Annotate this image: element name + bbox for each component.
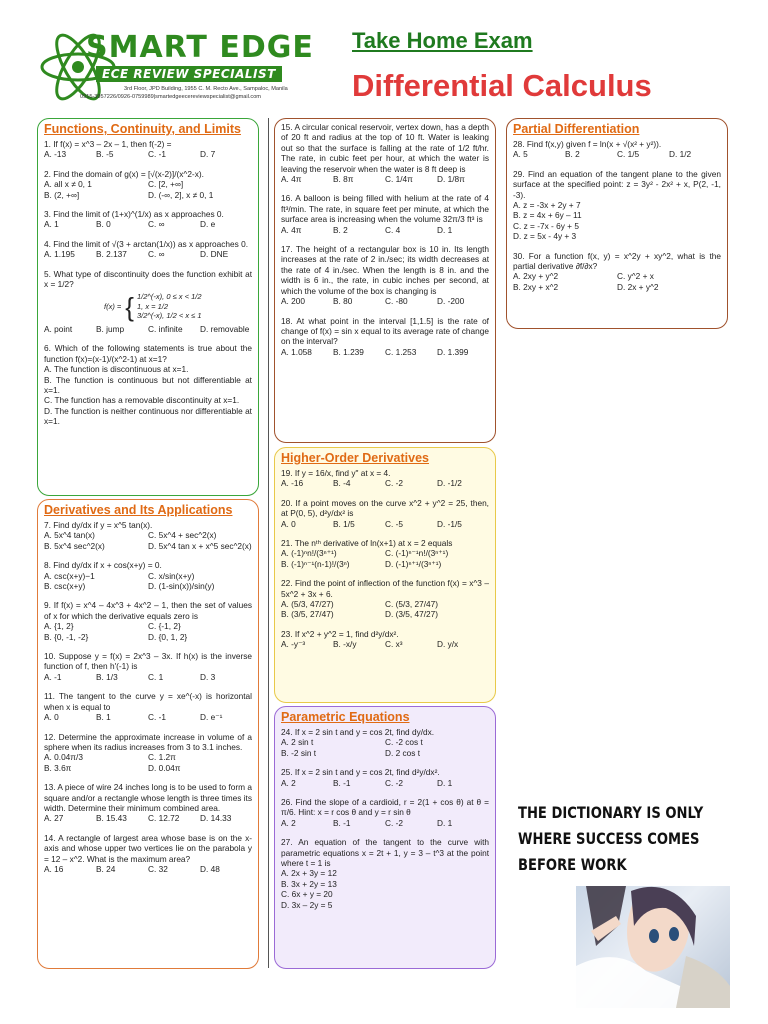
question-23: 23. If x^2 + y^2 = 1, find d²y/dx². A. -y⁻³ B. -x/y C. x³ D. y/x <box>281 629 489 650</box>
option: D. e <box>200 219 216 230</box>
option: B. 2 <box>565 149 580 160</box>
piece-row: 3/2^(-x), 1/2 < x ≤ 1 <box>136 311 202 321</box>
column-divider <box>268 118 269 968</box>
option: D. 5x^4 tan x + x^5 sec^2(x) <box>148 540 252 551</box>
option: C. 32 <box>148 863 168 874</box>
option: C. 1 <box>148 671 164 682</box>
option: B. -5 <box>96 149 114 160</box>
option: B. csc(x+y) <box>44 581 86 592</box>
question-30: 30. For a function f(x, y) = x^2y + xy^2, what is the partial derivative ∂f/∂x? A. 2xy + y^2 C. y^2 + x B. 2xy + x^2 D. 2x + y^2 <box>513 250 721 292</box>
option: D. 14.33 <box>200 813 232 824</box>
option: C. (5/3, 27/47) <box>385 599 439 610</box>
exam-type-heading: Take Home Exam <box>352 28 533 53</box>
option: C. 5x^4 + sec^2(x) <box>148 530 217 541</box>
option: C. 6x + y = 20 <box>281 889 333 900</box>
option: C. -2 <box>385 817 403 828</box>
question-29: 29. Find an equation of the tangent plane to the given surface at the specified point: z = 3y² - 2x² + x, P(2, -1, -3). A. z = -3x + 2y + 7 B. z = 4x + 6y – 11 C. z = -7x - 6y + 5 D. z = 5x - 4y + 3 <box>513 168 721 242</box>
option: A. 1.195 <box>44 249 75 260</box>
question-3: 3. Find the limit of (1+x)^(1/x) as x approaches 0. A. 1 B. 0 C. ∞ D. e <box>44 209 252 230</box>
option: D. 0.04π <box>148 762 181 773</box>
option: B. 3.6π <box>44 762 72 773</box>
option: C. {-1, 2} <box>148 621 181 632</box>
address-line-2: 0915-3957226/0926-0759989|smartedgeecereviewspecialist@gmail.com <box>80 94 261 100</box>
option: C. -1 <box>148 149 166 160</box>
option: D. 1/2 <box>669 149 692 160</box>
option: B. 15.43 <box>96 813 127 824</box>
question-9: 9. If f(x) = x^4 – 4x^3 + 4x^2 – 1, then the set of values of x for which the derivative equals zero is A. {1, 2} C. {-1, 2} B. {0, -1, -2} D. {0, 1, 2} <box>44 600 252 642</box>
question-14: 14. A rectangle of largest area whose base is on the x-axis and whose upper two vertices lie on the parabola y = 12 – x^2. What is the maximum area? A. 16 B. 24 C. 32 D. 48 <box>44 832 252 874</box>
option: D. 48 <box>200 863 220 874</box>
question-5: 5. What type of discontinuity does the function exhibit at x = 1/2? f(x) = { 1/2^(-x), 0 ≤ x < 1/2 1, x = 1/2 3/2^(-x), 1/2 < x ≤ 1 A. point B. jump C. infinite D. removable <box>44 268 252 334</box>
option: D. 1/8π <box>437 174 465 185</box>
option: A. 5 <box>513 149 528 160</box>
option: C. -2 cos t <box>385 737 423 748</box>
option: B. jump <box>96 323 125 334</box>
option: B. 0 <box>96 219 111 230</box>
option: B. -1 <box>333 817 351 828</box>
option: C. -2 <box>385 777 403 788</box>
piecewise-lhs: f(x) = <box>104 301 122 311</box>
option: A. 0 <box>281 518 296 529</box>
option: D. 1 <box>437 224 453 235</box>
option: D. -1/2 <box>437 478 462 489</box>
option: A. 4π <box>281 224 302 235</box>
option: A. 27 <box>44 813 64 824</box>
option: D. 1 <box>437 817 453 828</box>
option: B. (2, +∞] <box>44 189 80 200</box>
section-title: Functions, Continuity, and Limits <box>44 122 241 136</box>
question-7: 7. Find dy/dx if y = x^5 tan(x). A. 5x^4 tan(x) C. 5x^4 + sec^2(x) B. 5x^4 sec^2(x) D. 5x^4 tan x + x^5 sec^2(x) <box>44 520 252 551</box>
option: A. 0.04π/3 <box>44 752 83 763</box>
character-illustration-icon <box>576 886 730 1008</box>
option: B. 1.239 <box>333 346 364 357</box>
section-title: Parametric Equations <box>281 710 410 724</box>
option: D. 1 <box>437 777 453 788</box>
option: A. csc(x+y)−1 <box>44 570 95 581</box>
question-2: 2. Find the domain of g(x) = [√(x-2)]/(x^2-x). A. all x ≠ 0, 1 C. [2, +∞] B. (2, +∞] D. (-∞, 2], x ≠ 0, 1 <box>44 169 252 200</box>
question-16: 16. A balloon is being filled with helium at the rate of 4 ft³/min. The rate, in square feet per minute, at which the surface area is increasing when the volume 32π/3 ft³ is A. 4π B. 2 C. 4 D. 1 <box>281 193 489 235</box>
option: A. -1 <box>44 671 62 682</box>
logo-subtitle: ECE REVIEW SPECIALIST <box>96 66 282 82</box>
option: C. 1.2π <box>148 752 176 763</box>
question-20: 20. If a point moves on the curve x^2 + y^2 = 25, then, at P(0, 5), d²y/dx² is A. 0 B. 1/5 C. -5 D. -1/5 <box>281 497 489 529</box>
option: B. 1 <box>96 712 111 723</box>
section-title: Partial Differentiation <box>513 122 640 136</box>
quote-line-2: WHERE SUCCESS COMES <box>518 829 700 848</box>
option: C. x³ <box>385 639 403 650</box>
question-24: 24. If x = 2 sin t and y = cos 2t, find dy/dx. A. 2 sin t C. -2 cos t B. -2 sin t D. 2 cos t <box>281 727 489 758</box>
option: D. (3/5, 47/27) <box>385 609 439 620</box>
piece-row: 1, x = 1/2 <box>136 301 169 311</box>
option: A. 2 <box>281 777 296 788</box>
option: A. 2xy + y^2 <box>513 271 559 282</box>
option: B. -x/y <box>333 639 357 650</box>
option: B. -2 sin t <box>281 747 317 758</box>
option: B. (-1)ⁿ⁻¹(n-1)!/(3ⁿ) <box>281 558 350 569</box>
section-parametric <box>274 706 496 969</box>
option: A. 0 <box>44 712 59 723</box>
motivational-quote <box>518 800 703 878</box>
quote-line-3: BEFORE WORK <box>518 855 627 874</box>
option: A. {1, 2} <box>44 621 74 632</box>
option: D. z = 5x - 4y + 3 <box>513 231 577 242</box>
option: A. point <box>44 323 73 334</box>
section-title: Derivatives and Its Applications <box>44 503 233 517</box>
question-22: 22. Find the point of inflection of the function f(x) = x^3 – 5x^2 + 3x + 6. A. (5/3, 47/27) C. (5/3, 27/47) B. (3/5, 27/47) D. (3/5, 47/27) <box>281 578 489 620</box>
option: B. z = 4x + 6y – 11 <box>513 210 582 221</box>
question-19: 19. If y = 16/x, find y" at x = 4. A. -16 B. -4 C. -2 D. -1/2 <box>281 468 489 489</box>
quote-line-1: THE DICTIONARY IS ONLY <box>518 803 704 822</box>
option: C. (-1)ⁿ⁻¹n!/(3ⁿ⁺¹) <box>385 548 449 559</box>
section-title: Higher-Order Derivatives <box>281 451 429 465</box>
option: D. {0, 1, 2} <box>148 631 188 642</box>
question-12: 12. Determine the approximate increase in volume of a sphere when its radius increases from 3 to 3.1 inches. A. 0.04π/3 C. 1.2π B. 3.6π D. 0.04π <box>44 731 252 773</box>
option: D. 3 <box>200 671 216 682</box>
question-4: 4. Find the limit of √(3 + arctan(1/x)) as x approaches 0. A. 1.195 B. 2.137 C. ∞ D. DNE <box>44 239 252 260</box>
option: B. {0, -1, -2} <box>44 631 89 642</box>
option: A. 2x + 3y = 12 <box>281 868 337 879</box>
logo <box>38 22 338 117</box>
piece-row: 1/2^(-x), 0 ≤ x < 1/2 <box>136 292 202 302</box>
option: A. 16 <box>44 863 64 874</box>
option: C. y^2 + x <box>617 271 654 282</box>
option: C. x/sin(x+y) <box>148 570 195 581</box>
option: A. all x ≠ 0, 1 <box>44 179 92 190</box>
option: C. z = -7x - 6y + 5 <box>513 220 579 231</box>
question-10: 10. Suppose y = f(x) = 2x^3 – 3x. If h(x) is the inverse function of f, then h'(-1) is A. -1 B. 1/3 C. 1 D. 3 <box>44 651 252 682</box>
option: A. (5/3, 47/27) <box>281 599 334 610</box>
option: A. 4π <box>281 174 302 185</box>
option: D. 7 <box>200 149 216 160</box>
option: A. 1 <box>44 219 59 230</box>
question-26: 26. Find the slope of a cardioid, r = 2(1 + cos θ) at θ = π/6. Hint: x = r cos θ and y = r sin θ A. 2 B. -1 C. -2 D. 1 <box>281 797 489 828</box>
option: B. The function is continuous but not differentiable at x=1. <box>44 374 252 395</box>
option: D. 1.399 <box>437 346 469 357</box>
option: B. (3/5, 27/47) <box>281 609 334 620</box>
logo-title: SMART EDGE <box>86 30 314 65</box>
option: D. (1-sin(x))/sin(y) <box>148 581 215 592</box>
option: D. y/x <box>437 639 459 650</box>
option: D. 2 cos t <box>385 747 421 758</box>
option: A. -13 <box>44 149 67 160</box>
option: C. -1 <box>148 712 166 723</box>
option: B. 24 <box>96 863 116 874</box>
option: B. 80 <box>333 296 353 307</box>
option: D. (-∞, 2], x ≠ 0, 1 <box>148 189 214 200</box>
option: B. 1/5 <box>333 518 355 529</box>
section-higher-order <box>274 447 496 703</box>
option: D. -1/5 <box>437 518 462 529</box>
option: C. -2 <box>385 478 403 489</box>
option: D. e⁻¹ <box>200 712 223 723</box>
question-13: 13. A piece of wire 24 inches long is to be used to form a square and/or a rectangle whose length is three times its width. Determine their minimum combined area. A. 27 B. 15.43 C. 12.72 D. 14.33 <box>44 782 252 824</box>
option: B. -1 <box>333 777 351 788</box>
question-25: 25. If x = 2 sin t and y = cos 2t, find d²y/dx². A. 2 B. -1 C. -2 D. 1 <box>281 767 489 788</box>
option: C. 1/5 <box>617 149 640 160</box>
option: C. infinite <box>148 323 183 334</box>
option: C. 1/4π <box>385 174 413 185</box>
question-1: 1. If f(x) = x^3 – 2x – 1, then f(-2) = A. -13 B. -5 C. -1 D. 7 <box>44 139 252 160</box>
option: C. -80 <box>385 296 408 307</box>
option: A. 2 sin t <box>281 737 314 748</box>
option: A. 200 <box>281 296 305 307</box>
address-line-1: 3rd Floor, JPD Building, 1955 C. M. Recto Ave., Sampaloc, Manila <box>124 86 288 92</box>
option: A. -y⁻³ <box>281 639 306 650</box>
option: C. -5 <box>385 518 403 529</box>
section-related-rates <box>274 118 496 443</box>
option: A. The function is discontinuous at x=1. <box>44 364 189 375</box>
option: B. 5x^4 sec^2(x) <box>44 540 105 551</box>
option: B. 2xy + x^2 <box>513 281 559 292</box>
option: C. 1.253 <box>385 346 417 357</box>
option: B. 1/3 <box>96 671 118 682</box>
option: B. 8π <box>333 174 354 185</box>
option: D. The function is neither continuous nor differentiable at x=1. <box>44 405 252 427</box>
question-15: 15. A circular conical reservoir, vertex down, has a depth of 20 ft and radius at the top of 10 ft. Water is leaking out so that the surface is falling at the rate of 1/2 ft/hr. The rate, in cubic feet per hour, at which the water is leaving the reservoir when the water is 8 ft deep is A. 4π B. 8π C. 1/4π D. 1/8π <box>281 122 489 185</box>
option: B. 2.137 <box>96 249 127 260</box>
option: D. removable <box>200 323 250 334</box>
option: A. z = -3x + 2y + 7 <box>513 200 581 211</box>
option: A. -16 <box>281 478 304 489</box>
option: C. ∞ <box>148 249 165 260</box>
anime-character-image <box>576 886 730 1008</box>
option: A. (-1)ⁿn!/(3ⁿ⁺¹) <box>281 548 337 559</box>
option: D. 2x + y^2 <box>617 281 659 292</box>
option: D. DNE <box>200 249 229 260</box>
subject-heading: Differential Calculus <box>352 68 652 103</box>
option: B. 2 <box>333 224 348 235</box>
section-functions <box>37 118 259 496</box>
question-21: 21. The nᵗʰ derivative of ln(x+1) at x = 2 equals A. (-1)ⁿn!/(3ⁿ⁺¹) C. (-1)ⁿ⁻¹n!/(3ⁿ⁺¹) B. (-1)ⁿ⁻¹(n-1)!/(3ⁿ) D. (-1)ⁿ⁺¹/(3ⁿ⁺¹) <box>281 538 489 569</box>
option: D. (-1)ⁿ⁺¹/(3ⁿ⁺¹) <box>385 558 442 569</box>
option: C. 12.72 <box>148 813 180 824</box>
question-27: 27. An equation of the tangent to the curve with parametric equations x = 2t + 1, y = 3 – t^3 at the point where t = 1 is A. 2x + 3y = 12 B. 3x + 2y = 13 C. 6x + y = 20 D. 3x – 2y = 5 <box>281 837 489 910</box>
option: A. 5x^4 tan(x) <box>44 530 95 541</box>
option: C. The function has a removable discontinuity at x=1. <box>44 395 240 406</box>
option: B. -4 <box>333 478 351 489</box>
section-partial <box>506 118 728 329</box>
question-8: 8. Find dy/dx if x + cos(x+y) = 0. A. csc(x+y)−1 C. x/sin(x+y) B. csc(x+y) D. (1-sin(x))/sin(y) <box>44 560 252 591</box>
option: C. [2, +∞] <box>148 179 184 190</box>
option: D. -200 <box>437 296 465 307</box>
section-derivatives <box>37 499 259 969</box>
question-28: 28. Find f(x,y) given f = ln(x + √(x² + y²)). A. 5 B. 2 C. 1/5 D. 1/2 <box>513 139 721 160</box>
question-17: 17. The height of a rectangular box is 10 in. Its length increases at the rate of 2 in./sec; its width decreases at the rate of 4 in./sec. When the length is 8 in. and the width is 6 in., the rate, in cubic inches per second, at which the volume of the box is changing is A. 200 B. 80 C. -80 D. -200 <box>281 244 489 307</box>
option: B. 3x + 2y = 13 <box>281 878 337 889</box>
option: A. 1.058 <box>281 346 312 357</box>
option: D. 3x – 2y = 5 <box>281 899 333 910</box>
option: A. 2 <box>281 817 296 828</box>
question-6: 6. Which of the following statements is true about the function f(x)=(x-1)/(x^2-1) at x=1? A. The function is discontinuous at x=1. B. The function is continuous but not differentiable at x=1. C. The function has a removable discontinuity at x=1. D. The function is neither continuous nor differentiable at x=1. <box>44 343 252 427</box>
question-11: 11. The tangent to the curve y = xe^(-x) is horizontal when x is equal to A. 0 B. 1 C. -1 D. e⁻¹ <box>44 691 252 723</box>
option: C. 4 <box>385 224 401 235</box>
question-18: 18. At what point in the interval [1,1.5] is the rate of change of f(x) = sin x equal to its average rate of change on the interval? A. 1.058 B. 1.239 C. 1.253 D. 1.399 <box>281 315 489 357</box>
option: C. ∞ <box>148 219 165 230</box>
